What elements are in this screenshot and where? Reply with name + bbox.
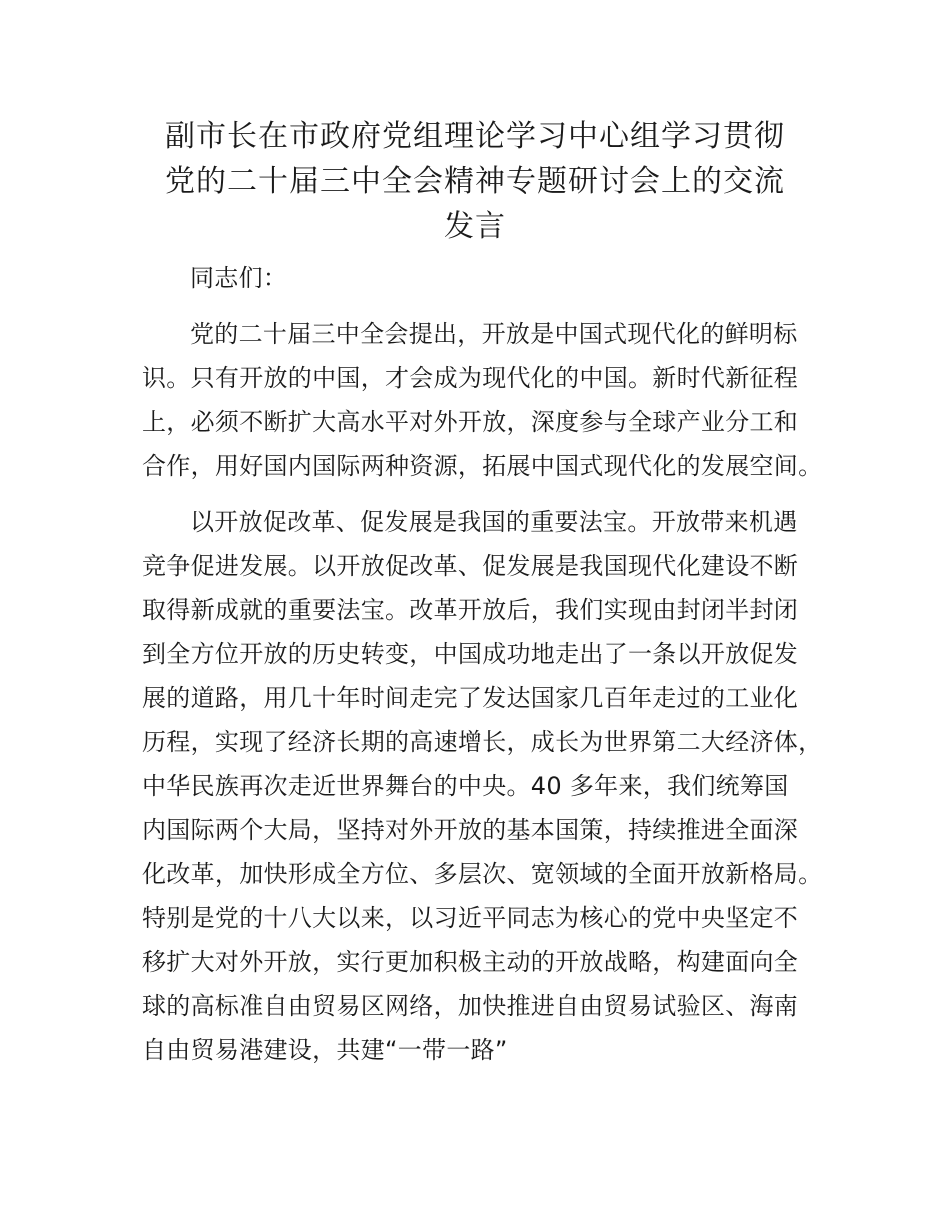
paragraph-line: 历程，实现了经济长期的高速增长，成长为世界第二大经济体， <box>142 728 823 756</box>
paragraph-line: 上，必须不断扩大高水平对外开放，深度参与全球产业分工和 <box>142 408 799 436</box>
document-body <box>142 256 832 1072</box>
paragraph-2 <box>142 488 832 1072</box>
paragraph-line: 自由贸易港建设，共建“一带一路” <box>142 1036 508 1064</box>
title-line: 发言 <box>444 209 506 244</box>
salutation: 同志们： <box>190 264 288 292</box>
paragraph-line: 球的高标准自由贸易区网络，加快推进自由贸易试验区、海南 <box>142 992 799 1020</box>
paragraph-line: 到全方位开放的历史转变，中国成功地走出了一条以开放促发 <box>142 640 799 668</box>
paragraph-line: 展的道路，用几十年时间走完了发达国家几百年走过的工业化 <box>142 684 799 712</box>
paragraph-1 <box>142 300 832 488</box>
title-line: 党的二十届三中全会精神专题研讨会上的交流 <box>165 164 785 199</box>
paragraph-line: 移扩大对外开放，实行更加积极主动的开放战略，构建面向全 <box>142 948 799 976</box>
document-title <box>120 114 830 249</box>
title-line: 副市长在市政府党组理论学习中心组学习贯彻 <box>165 119 785 154</box>
paragraph-line: 内国际两个大局，坚持对外开放的基本国策，持续推进全面深 <box>142 816 799 844</box>
paragraph-line: 合作，用好国内国际两种资源，拓展中国式现代化的发展空间。 <box>142 452 823 480</box>
paragraph-line: 取得新成就的重要法宝。改革开放后，我们实现由封闭半封闭 <box>142 596 799 624</box>
paragraph-line: 竞争促进发展。以开放促改革、促发展是我国现代化建设不断 <box>142 552 799 580</box>
paragraph-line: 党的二十届三中全会提出，开放是中国式现代化的鲜明标 <box>190 320 798 348</box>
paragraph-line: 识。只有开放的中国，才会成为现代化的中国。新时代新征程 <box>142 364 799 392</box>
paragraph-line: 以开放促改革、促发展是我国的重要法宝。开放带来机遇 <box>190 508 798 536</box>
paragraph-line: 特别是党的十八大以来，以习近平同志为核心的党中央坚定不 <box>142 904 799 932</box>
paragraph-line: 化改革，加快形成全方位、多层次、宽领域的全面开放新格局。 <box>142 860 823 888</box>
paragraph-line: 中华民族再次走近世界舞台的中央。40 多年来，我们统筹国 <box>142 772 789 800</box>
